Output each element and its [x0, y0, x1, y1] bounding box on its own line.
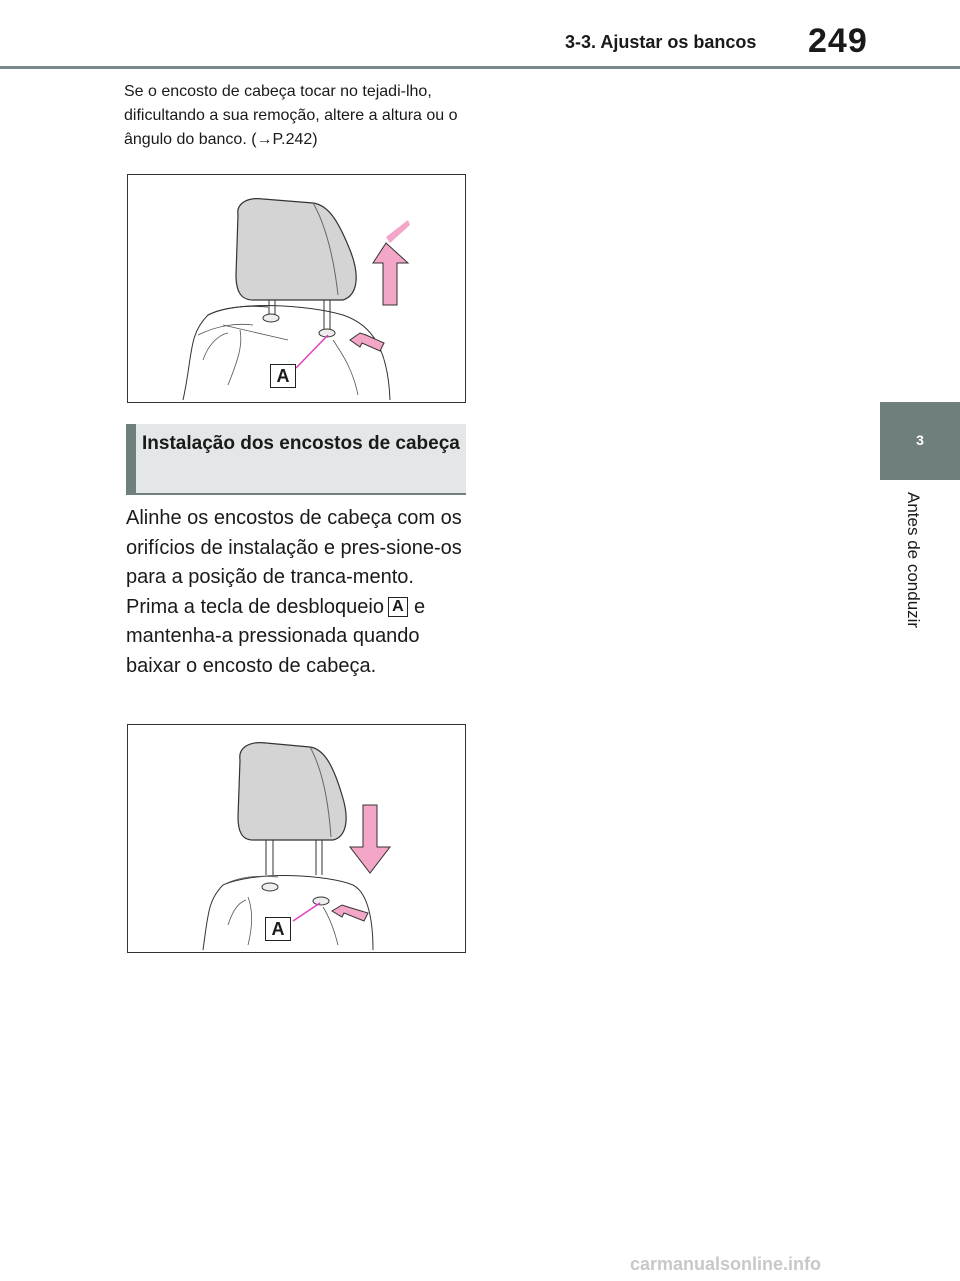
chapter-tab[interactable] [880, 402, 960, 480]
figure-headrest-installation [127, 724, 466, 953]
chapter-label: Antes de conduzir [904, 492, 923, 629]
inline-callout-label: A [388, 597, 408, 617]
header-rule [0, 66, 960, 69]
figure2-callout: A [265, 917, 291, 941]
body-paragraph-2 [126, 593, 471, 682]
body-paragraph-1: Alinhe os encostos de cabeça com os orifícios de instalação e pres-sione-os para a posição de tranca-mento. [126, 507, 462, 588]
figure1-callout: A [270, 364, 296, 388]
section-title: Instalação dos encostos de cabeça [142, 433, 460, 454]
section-heading [126, 424, 466, 495]
chapter-label-container [903, 492, 923, 692]
headrest-removal-illustration [128, 175, 465, 402]
page-number: 249 [808, 22, 868, 60]
body-text [126, 504, 471, 681]
body-paragraph-2-before: Prima a tecla de desbloqueio [126, 595, 384, 618]
chapter-number: 3 [916, 432, 924, 448]
figure-headrest-removal [127, 174, 466, 403]
header-title: 3-3. Ajustar os bancos [565, 32, 757, 52]
footer-watermark: carmanualsonline.info [630, 1254, 822, 1274]
headrest-installation-illustration [128, 725, 465, 952]
body-paragraph-2-after: e mantenha-a pressionada quando baixar o encosto de cabeça. [126, 595, 426, 677]
intro-text: Se o encosto de cabeça tocar no tejadi-lho, dificultando a sua remoção, altere a altura ou o ângulo do banco. (→P.242) [124, 83, 458, 148]
